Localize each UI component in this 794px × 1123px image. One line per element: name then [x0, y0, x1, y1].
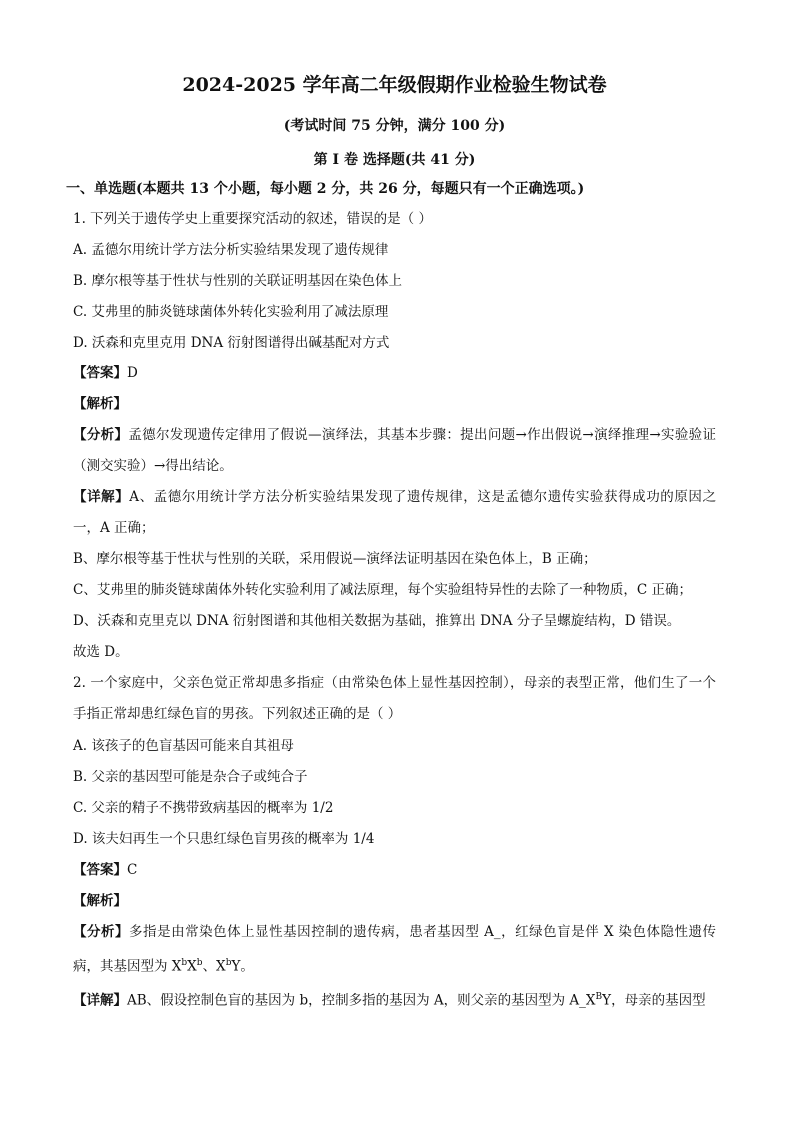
q1-xiangjie: 【详解】A、孟德尔用统计学方法分析实验结果发现了遗传规律，这是孟德尔遗传实验获得成功的原因之一，A 正确；: [73, 489, 717, 537]
q1-option-d: D. 沃森和克里克用 DNA 衍射图谱得出碱基配对方式: [73, 334, 390, 351]
section-title: 第 I 卷 选择题(共 41 分): [313, 152, 476, 168]
q1-option-c: C. 艾弗里的肺炎链球菌体外转化实验利用了减法原理: [73, 303, 389, 320]
q1-fenxi: 【分析】孟德尔发现遗传定律用了假说—演绎法，其基本步骤：提出问题→作出假说→演绎推理→实验验证（测交实验）→得出结论。: [73, 427, 716, 475]
q1-conclusion: 故选 D。: [73, 644, 129, 661]
q2-option-b: B. 父亲的基因型可能是杂合子或纯合子: [73, 769, 308, 786]
q1-detail-d: D、沃森和克里克以 DNA 衍射图谱和其他相关数据为基础，推算出 DNA 分子呈螺旋结构，D 错误。: [73, 613, 681, 630]
exam-info: (考试时间 75 分钟，满分 100 分): [283, 118, 506, 134]
q2-answer-value: C: [127, 861, 138, 878]
q2-stem: 2. 一个家庭中，父亲色觉正常却患多指症（由常染色体上显性基因控制），母亲的表型正常，他们生了一个手指正常却患红绿色盲的男孩。下列叙述正确的是（ ）: [73, 675, 716, 723]
q1-answer-value: D: [127, 365, 138, 382]
q1-answer: [73, 363, 716, 383]
q2-option-d: D. 该夫妇再生一个只患红绿色盲男孩的概率为 1/4: [73, 830, 375, 847]
q1-detail-b: B、摩尔根等基于性状与性别的关联，采用假说—演绎法证明基因在染色体上，B 正确；: [73, 551, 597, 568]
q1-stem: 1. 下列关于遗传学史上重要探究活动的叙述，错误的是（ ）: [73, 211, 432, 227]
q1-option-a: A. 孟德尔用统计学方法分析实验结果发现了遗传规律: [73, 241, 389, 258]
q2-option-a: A. 该孩子的色盲基因可能来自其祖母: [73, 738, 294, 755]
q1-analysis-tag: 【解析】: [73, 396, 127, 413]
part-heading: 一、单选题(本题共 13 个小题，每小题 2 分，共 26 分，每题只有一个正确选项。): [66, 181, 585, 197]
q2-analysis-tag: 【解析】: [73, 892, 127, 909]
q1-option-b: B. 摩尔根等基于性状与性别的关联证明基因在染色体上: [73, 272, 403, 289]
answer-tag: 【答案】: [73, 365, 127, 382]
q2-option-c: C. 父亲的精子不携带致病基因的概率为 1/2: [73, 800, 334, 817]
q2-fenxi: 【分析】多指是由常染色体上显性基因控制的遗传病，患者基因型 A_，红绿色盲是伴 X 染色体隐性遗传病，其基因型为 $X^bX^b$、$X^bY$。: [73, 923, 717, 975]
page-title: 2024-2025 学年高二年级假期作业检验生物试卷: [182, 74, 607, 96]
q1-detail-c: C、艾弗里的肺炎链球菌体外转化实验利用了减法原理，每个实验组特异性的去除了一种物质，C 正确；: [73, 582, 692, 599]
q2-xiangjie: 【详解】AB、假设控制色盲的基因为 b，控制多指的基因为 A，则父亲的基因型为 $A\_X^BY$，母亲的基因型: [73, 992, 706, 1009]
q2-answer: 【答案】C: [73, 861, 138, 878]
